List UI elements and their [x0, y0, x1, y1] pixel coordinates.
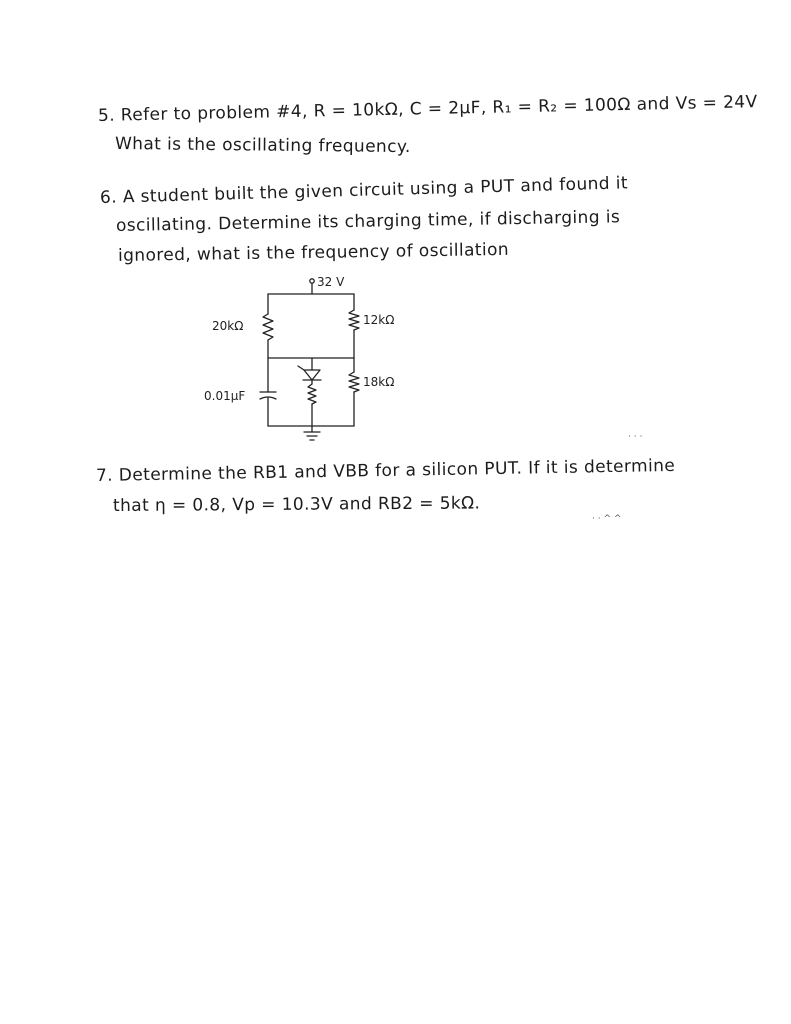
resistor-20k [263, 314, 273, 340]
resistor-12k-label: 12kΩ [363, 313, 395, 327]
problem-6-line-3: ignored, what is the frequency of oscillation [117, 239, 510, 266]
problem-6-line-1: 6. A student built the given circuit using a PUT and found it [99, 173, 629, 208]
resistor-cathode [308, 384, 316, 404]
resistor-18k-label: 18kΩ [363, 375, 395, 389]
put-oscillator-circuit [196, 272, 426, 450]
resistor-20k-label: 20kΩ [212, 319, 244, 333]
problem-5-line-1: 5. Refer to problem #4, R = 10kΩ, C = 2µF, R₁ = R₂ = 100Ω and Vs = 24V [97, 92, 758, 126]
stray-marks-right: · · · [628, 432, 643, 442]
problem-7-line-2: that η = 0.8, Vp = 10.3V and RB2 = 5kΩ. [112, 493, 481, 516]
resistor-12k [349, 310, 359, 330]
supply-label: 32 V [317, 275, 345, 289]
resistor-18k [349, 372, 359, 392]
capacitor-label: 0.01µF [204, 389, 246, 403]
problem-7-line-1: 7. Determine the RB1 and VBB for a silicon PUT. If it is determine [95, 455, 676, 486]
problem-5-line-2: What is the oscillating frequency. [114, 134, 411, 158]
stray-marks-lower: · · ^ ^ [592, 514, 622, 524]
put-symbol [304, 370, 320, 380]
problem-6-line-2: oscillating. Determine its charging time, if discharging is [115, 207, 621, 236]
